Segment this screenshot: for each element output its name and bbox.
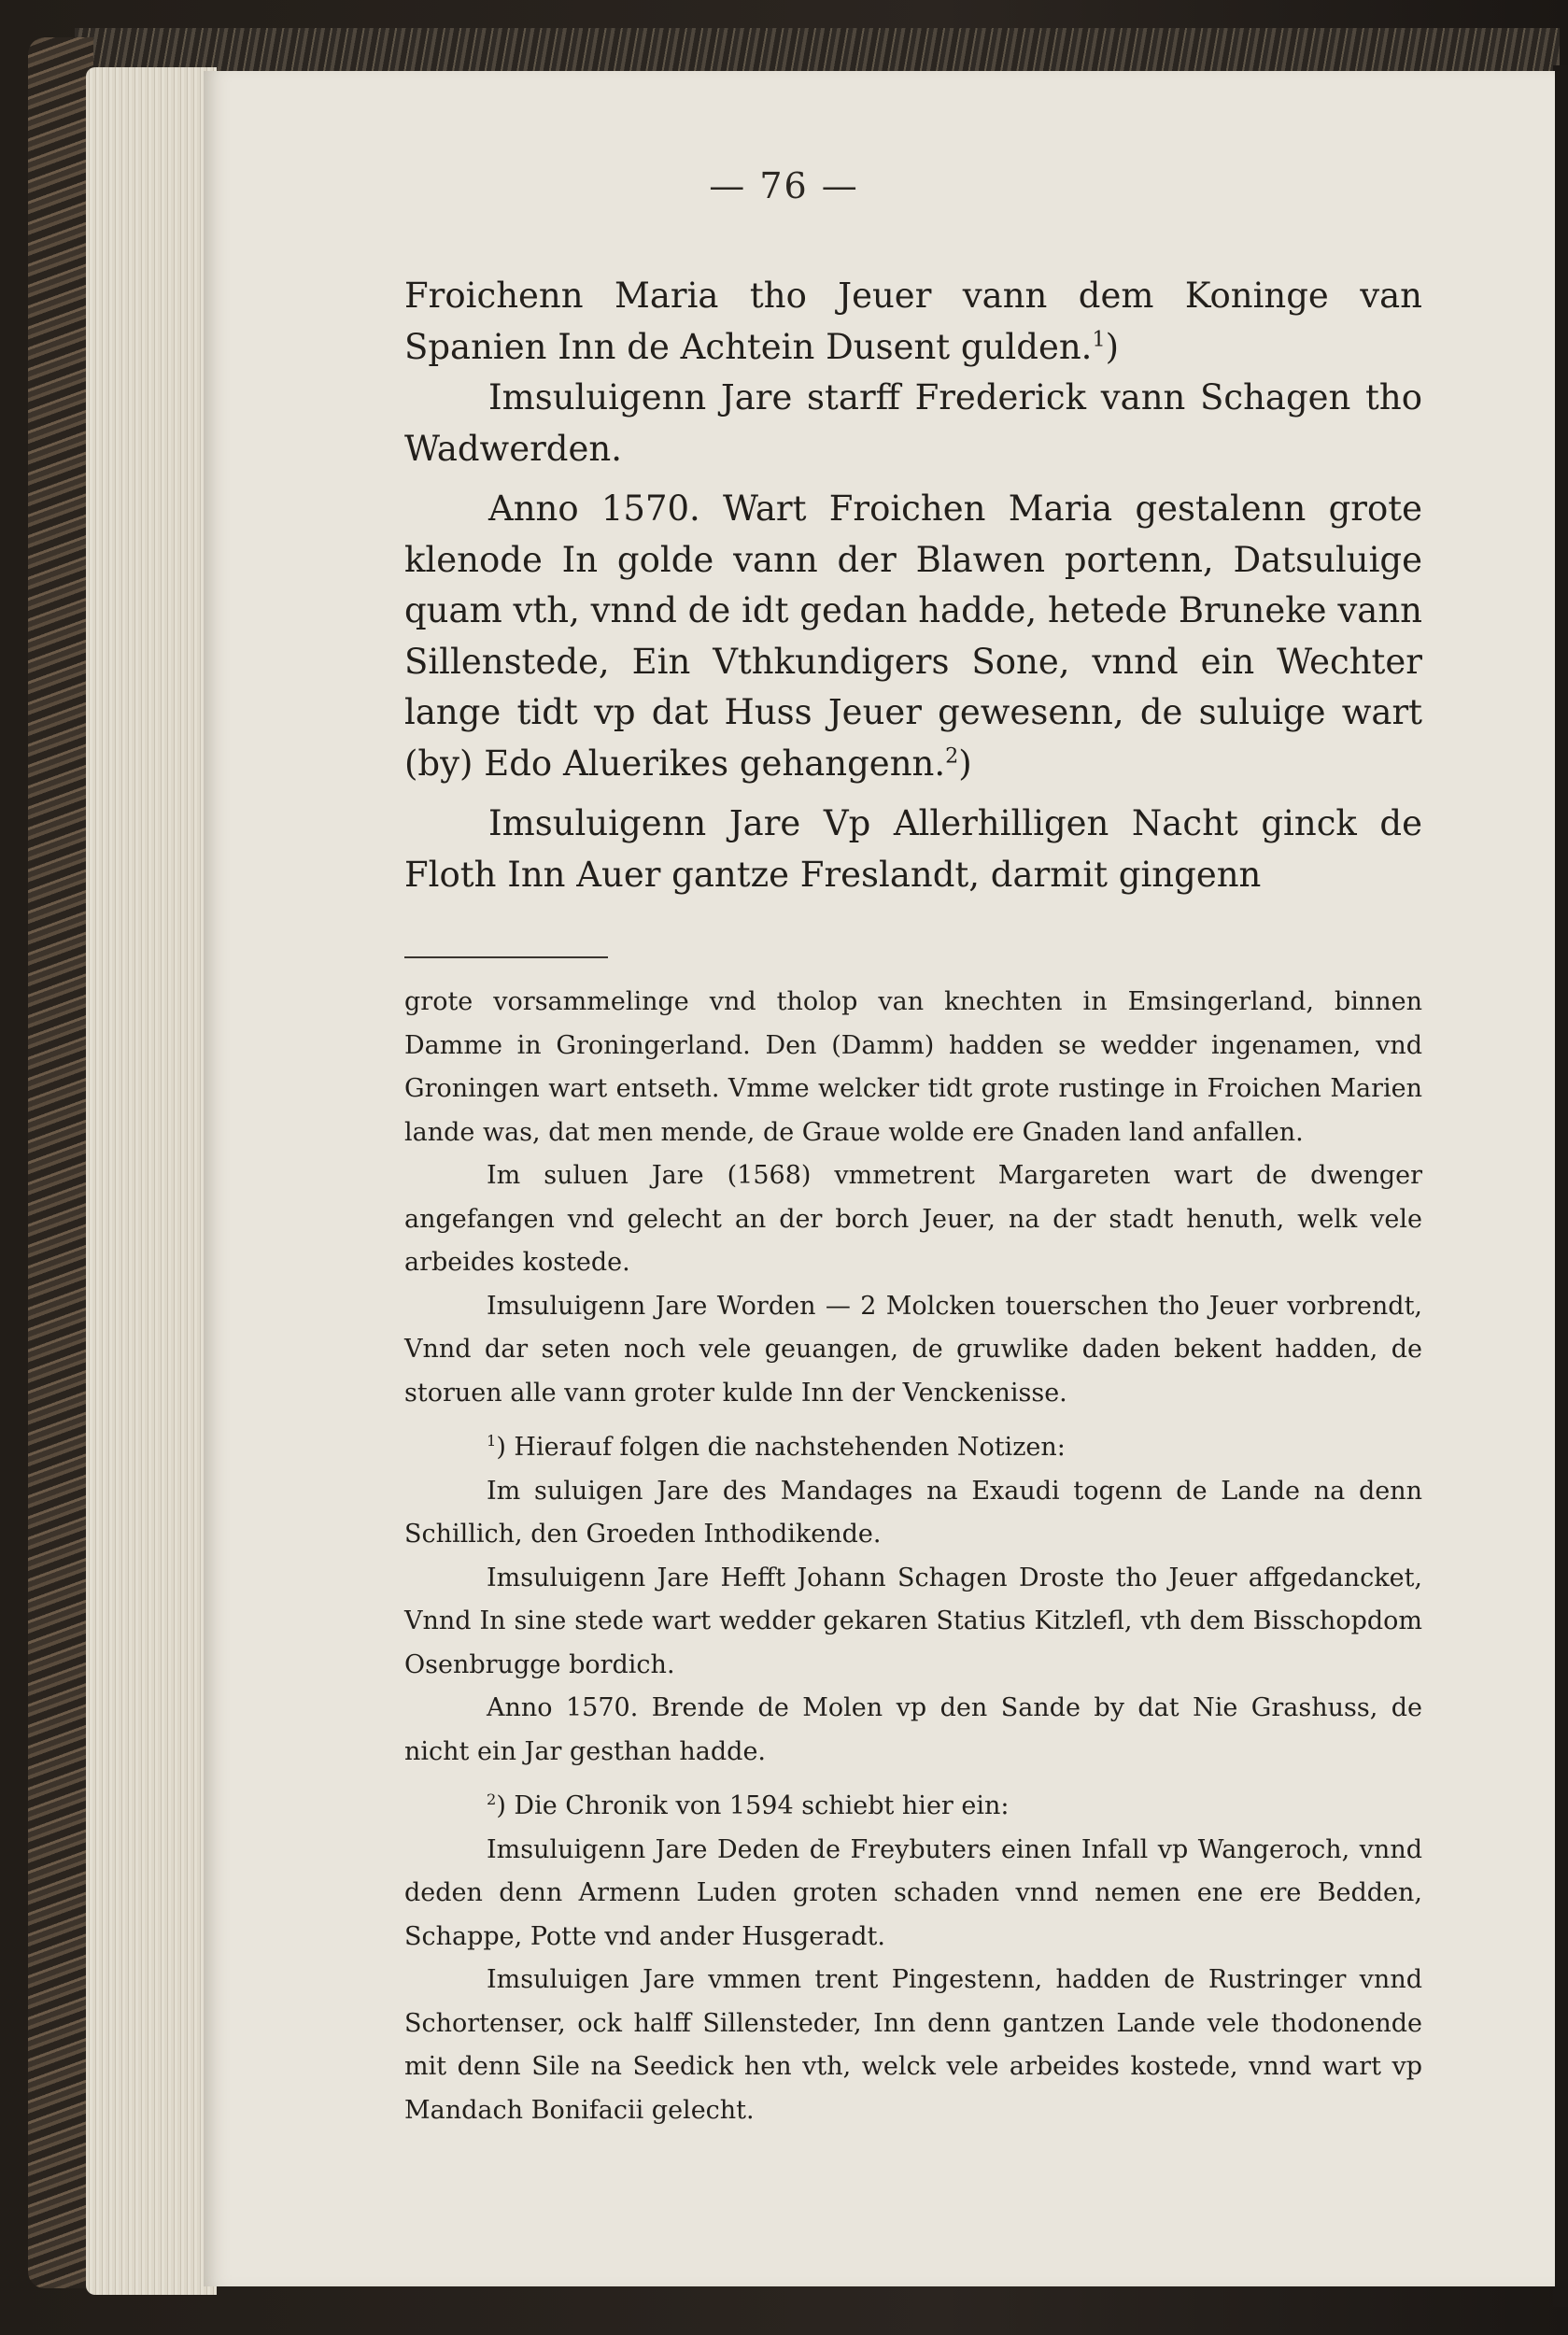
- footnote-continuation-3: Imsuluigenn Jare Worden — 2 Molcken touerschen tho Jeuer vorbrendt, Vnnd dar seten noch vele geuangen, de gruwlike daden bekent hadden, de storuen alle vann groter kulde Inn der Venckenisse.: [404, 1291, 1422, 1408]
- page-edges: [86, 67, 217, 2295]
- main-paragraph-1: [404, 271, 1422, 373]
- book-cover-top: [75, 28, 1560, 73]
- footnote-ref-2: 2: [945, 743, 959, 769]
- footnote-1-entry-b: Imsuluigenn Jare Hefft Johann Schagen Droste tho Jeuer affgedancket, Vnnd In sine stede wart wedder gekaren Statius Kitzlefl, vth dem Bisschopdom Osenbrugge bordich.: [404, 1563, 1422, 1679]
- footnote-1-marker: 1: [487, 1432, 497, 1450]
- main-paragraph-2: Imsuluigenn Jare starff Frederick vann Schagen tho Wadwerden.: [404, 377, 1422, 469]
- footnote-2-entry-b: Imsuluigen Jare vmmen trent Pingestenn, hadden de Rustringer vnnd Schortenser, ock halff Sillensteder, Inn denn gantzen Lande vele thodonende mit denn Sile na Seedick hen vth, welck vele arbeides kostede, vnnd wart vp Mandach Bonifacii gelecht.: [404, 1965, 1422, 2125]
- main-paragraph-4: Imsuluigenn Jare Vp Allerhilligen Nacht ginck de Floth Inn Auer gantze Freslandt, darmit gingenn: [404, 803, 1422, 895]
- footnote-2-entry-a: Imsuluigenn Jare Deden de Freybuters einen Infall vp Wangeroch, vnnd deden denn Armenn Luden groten schaden vnnd nemen ene ere Bedden, Schappe, Potte vnd ander Husgeradt.: [404, 1834, 1422, 1951]
- main-paragraph-3: [404, 484, 1422, 789]
- footnote-1-entry-c: Anno 1570. Brende de Molen vp den Sande by dat Nie Grashuss, de nicht ein Jar gesthan hadde.: [404, 1693, 1422, 1766]
- footnote-divider: [404, 956, 608, 958]
- book-cover-marbled-edge: [28, 37, 93, 2288]
- footnote-1-intro-text: ) Hierauf folgen die nachstehenden Notizen:: [496, 1433, 1066, 1462]
- main-paragraph-1-text: Froichenn Maria tho Jeuer vann dem Koninge van Spanien Inn de Achtein Dusent gulden.: [404, 276, 1422, 367]
- main-paragraph-3-text: Anno 1570. Wart Froichen Maria gestalenn grote klenode In golde vann der Blawen portenn, Datsuluige quam vth, vnnd de idt gedan hadde, hetede Bruneke vann Sillenstede, Ein Vthkundigers Sone, vnnd ein Wechter lange tidt vp dat Huss Jeuer gewesenn, de suluige wart (by) Edo Aluerikes gehangenn.: [404, 488, 1422, 784]
- footnotes: [404, 981, 1422, 2132]
- footnote-ref-1: 1: [1092, 327, 1106, 352]
- book-cover-right: [1553, 65, 1568, 2307]
- footnote-1-entry-a: Im suluigen Jare des Mandages na Exaudi togenn de Lande na denn Schillich, den Groeden Inthodikende.: [404, 1476, 1422, 1549]
- footnote-1-intro: [404, 1426, 1422, 1470]
- footnote-2-intro-text: ) Die Chronik von 1594 schiebt hier ein:: [496, 1791, 1010, 1820]
- page-number: — 76 —: [709, 165, 859, 206]
- main-text: [404, 271, 1422, 900]
- footnote-ref-1-paren: ): [1105, 326, 1120, 367]
- footnote-ref-2-paren: ): [958, 743, 972, 784]
- footnote-2-marker: 2: [487, 1790, 497, 1808]
- footnote-continuation-2: Im suluen Jare (1568) vmmetrent Margareten wart de dwenger angefangen vnd gelecht an der borch Jeuer, na der stadt henuth, welk vele arbeides kostede.: [404, 1161, 1422, 1277]
- footnote-2-intro: [404, 1785, 1422, 1829]
- footnote-continuation-1: grote vorsammelinge vnd tholop van knechten in Emsingerland, binnen Damme in Groningerland. Den (Damm) hadden se wedder ingenamen, vnd Groningen wart entseth. Vmme welcker tidt grote rustinge in Froichen Marien lande was, dat men mende, de Graue wolde ere Gnaden land anfallen.: [404, 987, 1422, 1147]
